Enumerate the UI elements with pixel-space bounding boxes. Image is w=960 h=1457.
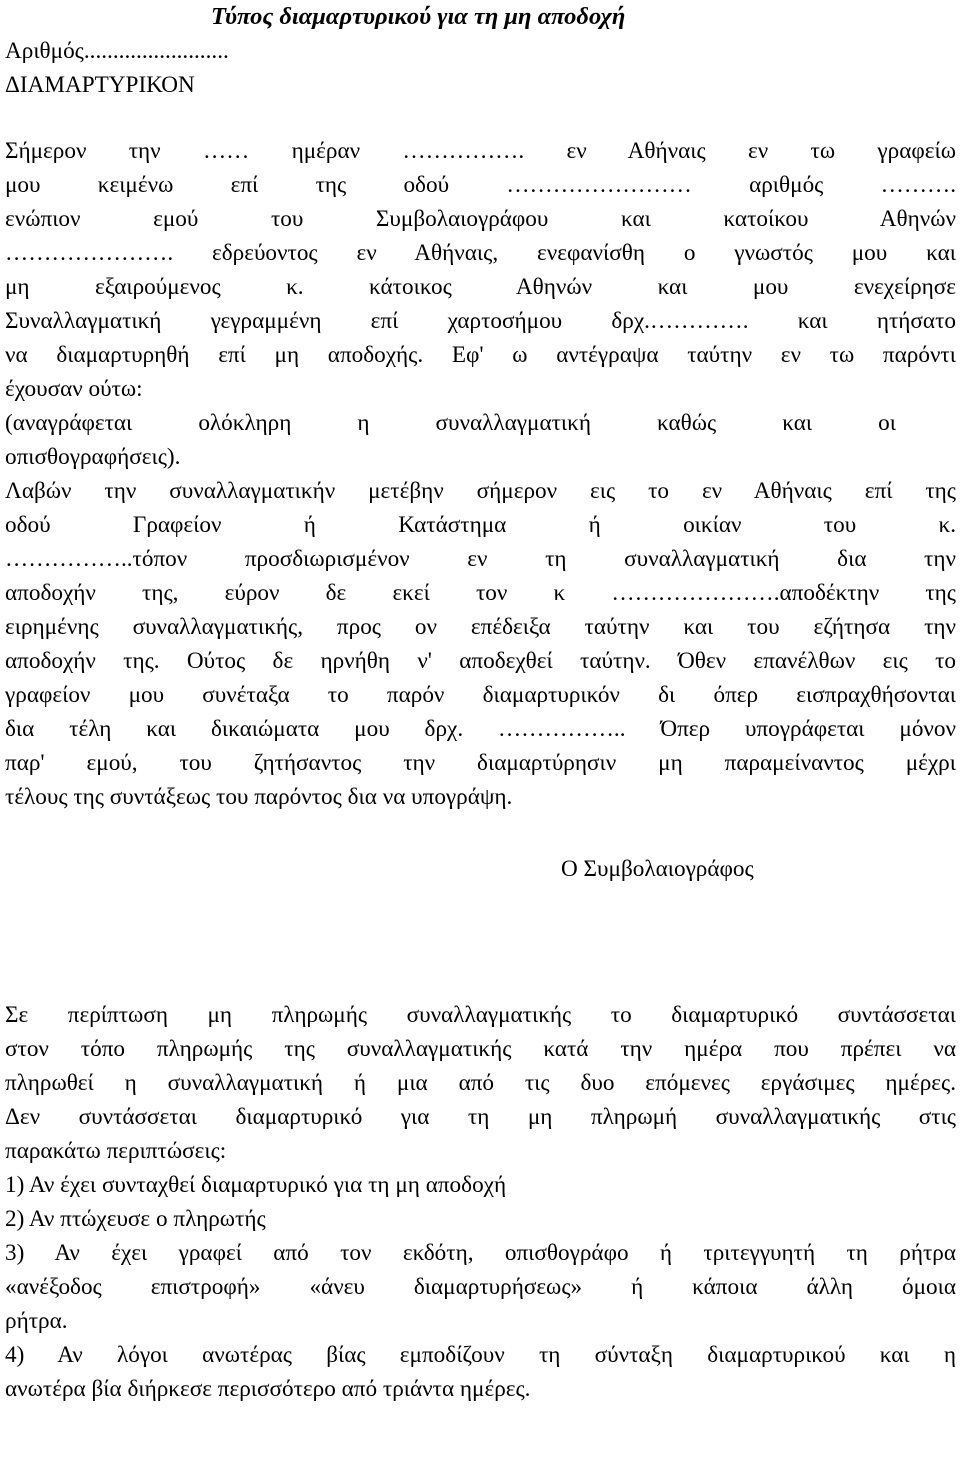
note-list-item: 2) Αν πτώχευσε ο πληρωτής xyxy=(5,1206,266,1232)
spacer xyxy=(5,886,956,998)
body-line: Σήμερον την …… ημέραν ……………. εν Αθήναις εν τω γραφείω xyxy=(5,138,956,164)
note-line: Δεν συντάσσεται διαμαρτυρικό για τη μη πληρωμή συναλλαγματικής στις xyxy=(5,1104,956,1130)
body-line: παρ' εμού, του ζητήσαντος την διαμαρτύρησιν μη παραμείναντος μέχρι xyxy=(5,750,956,776)
note-line: πληρωθεί η συναλλαγματική ή μια από τις δυο επόμενες εργάσιμες ημέρες. xyxy=(5,1070,956,1096)
note-line: ρήτρα. xyxy=(5,1308,68,1334)
body-line: ……………..τόπον προσδιωρισμένον εν τη συναλλαγματική δια την xyxy=(5,546,956,572)
body-line: ενώπιον εμού του Συμβολαιογράφου και κατοίκου Αθηνών xyxy=(5,206,956,232)
body-line: μου κειμένω επί της οδού …………………… αριθμός ………. xyxy=(5,172,956,198)
body-line: ειρημένης συναλλαγματικής, προς ον επέδειξα ταύτην και του εζήτησα την xyxy=(5,614,956,640)
note-line: «ανέξοδος επιστροφή» «άνευ διαμαρτυρήσεως» ή κάποια άλλη όμοια xyxy=(5,1274,956,1300)
protest-body xyxy=(5,134,956,814)
notary-signature: Ο Συμβολαιογράφος xyxy=(561,856,754,882)
spacer xyxy=(5,102,956,134)
document-page xyxy=(5,0,956,1406)
body-line: δια τέλη και δικαιώματα μου δρχ. …………….. Όπερ υπογράφεται μόνον xyxy=(5,716,956,742)
body-line: να διαμαρτυρηθή επί μη αποδοχής. Εφ' ω αντέγραψα ταύτην εν τω παρόντι xyxy=(5,342,956,368)
body-line: Συναλλαγματική γεγραμμένη επί χαρτοσήμου δρχ.…………. και ητήσατο xyxy=(5,308,956,334)
body-line: γραφείον μου συνέταξα το παρόν διαμαρτυρικόν δι όπερ εισπραχθήσονται xyxy=(5,682,956,708)
note-list-item: 3) Αν έχει γραφεί από τον εκδότη, οπισθογράφο ή τριτεγγυητή τη ρήτρα xyxy=(5,1240,956,1266)
note-line: Σε περίπτωση μη πληρωμής συναλλαγματικής το διαμαρτυρικό συντάσσεται xyxy=(5,1002,956,1028)
body-line: έχουσαν ούτω: xyxy=(5,376,143,402)
note-line: παρακάτω περιπτώσεις: xyxy=(5,1138,227,1164)
note-line: στον τόπο πληρωμής της συναλλαγματικής κατά την ημέρα που πρέπει να xyxy=(5,1036,956,1062)
body-line: Λαβών την συναλλαγματικήν μετέβην σήμερον εις το εν Αθήναις επί της xyxy=(5,478,956,504)
protest-number-line: Αριθμός......................... xyxy=(5,38,229,64)
note-list-item: 4) Αν λόγοι ανωτέρας βίας εμποδίζουν τη σύνταξη διαμαρτυρικού και η xyxy=(5,1342,956,1368)
body-line: (αναγράφεται ολόκληρη η συναλλαγματική καθώς και οι xyxy=(5,410,896,436)
spacer xyxy=(5,814,956,852)
body-line: αποδοχήν της. Ούτος δε ηρνήθη ν' αποδεχθεί ταύτην. Όθεν επανέλθων εις το xyxy=(5,648,956,674)
body-line: οπισθογραφήσεις). xyxy=(5,444,181,470)
body-line: μη εξαιρούμενος κ. κάτοικος Αθηνών και μου ενεχείρησε xyxy=(5,274,956,300)
document-title: Τύπος διαμαρτυρικού για τη μη αποδοχή xyxy=(211,3,626,30)
body-line: αποδοχήν της, εύρον δε εκεί τον κ ………………….αποδέκτην της xyxy=(5,580,956,606)
body-line: …………………. εδρεύοντος εν Αθήναις, ενεφανίσθη ο γνωστός μου και xyxy=(5,240,956,266)
note-line: ανωτέρα βία διήρκεσε περισσότερο από τριάντα ημέρες. xyxy=(5,1376,531,1402)
body-line: οδού Γραφείον ή Κατάστημα ή οικίαν του κ. xyxy=(5,512,956,538)
body-line: τέλους της συντάξεως του παρόντος δια να υπογράψη. xyxy=(5,784,513,810)
protest-heading: ΔΙΑΜΑΡΤΥΡΙΚΟΝ xyxy=(5,72,195,98)
note-list-item: 1) Αν έχει συνταχθεί διαμαρτυρικό για τη μη αποδοχή xyxy=(5,1172,507,1198)
notes-section xyxy=(5,998,956,1406)
